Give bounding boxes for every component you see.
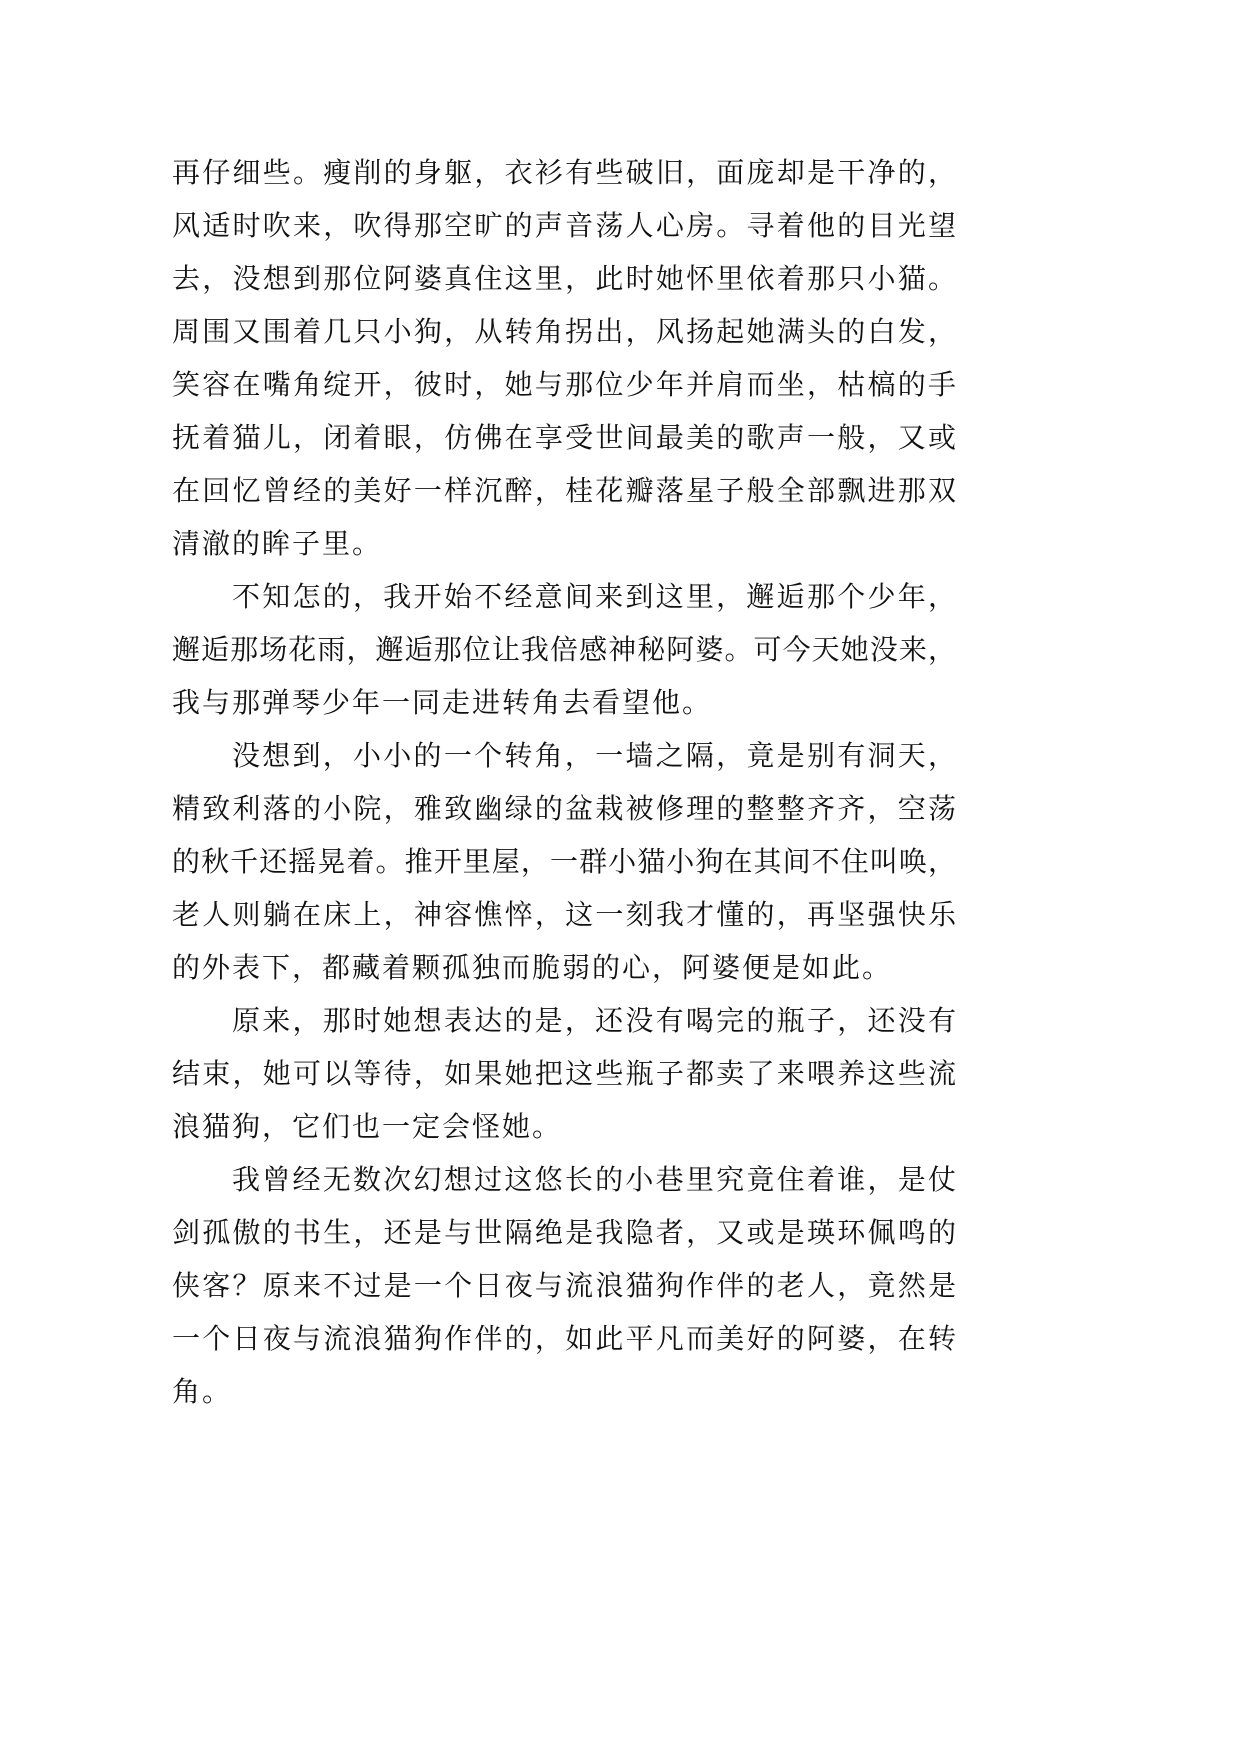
text-line: 侠客？原来不过是一个日夜与流浪猫狗作伴的老人，竟然是 — [172, 1269, 956, 1302]
text-line: 的外表下，都藏着颗孤独而脆弱的心，阿婆便是如此。 — [172, 951, 893, 984]
text-line: 角。 — [172, 1375, 233, 1408]
text-line: 一个日夜与流浪猫狗作伴的，如此平凡而美好的阿婆，在转 — [172, 1322, 956, 1355]
text-line: 抚着猫儿，闭着眼，仿佛在享受世间最美的歌声一般，又或 — [172, 421, 956, 454]
text-line: 不知怎的，我开始不经意间来到这里，邂逅那个少年， — [232, 580, 956, 613]
text-line: 清澈的眸子里。 — [172, 527, 383, 560]
text-line: 邂逅那场花雨，邂逅那位让我倍感神秘阿婆。可今天她没来， — [172, 633, 956, 666]
text-line: 的秋千还摇晃着。推开里屋，一群小猫小狗在其间不住叫唤， — [172, 845, 956, 878]
text-line: 没想到，小小的一个转角，一墙之隔，竟是别有洞天， — [232, 739, 956, 772]
paragraph — [172, 1153, 956, 1418]
document-body — [172, 146, 956, 1418]
text-line: 精致利落的小院，雅致幽绿的盆栽被修理的整整齐齐，空荡 — [172, 792, 956, 825]
text-line: 剑孤傲的书生，还是与世隔绝是我隐者，又或是瑛环佩鸣的 — [172, 1216, 956, 1249]
paragraph — [172, 729, 956, 994]
text-line: 浪猫狗，它们也一定会怪她。 — [172, 1110, 563, 1143]
text-line: 周围又围着几只小狗，从转角拐出，风扬起她满头的白发， — [172, 315, 956, 348]
text-line: 风适时吹来，吹得那空旷的声音荡人心房。寻着他的目光望 — [172, 209, 956, 242]
text-line: 我曾经无数次幻想过这悠长的小巷里究竟住着谁，是仗 — [232, 1163, 956, 1196]
paragraph — [172, 146, 956, 570]
text-line: 老人则躺在床上，神容憔悴，这一刻我才懂的，再坚强快乐 — [172, 898, 956, 931]
text-line: 原来，那时她想表达的是，还没有喝完的瓶子，还没有 — [232, 1004, 956, 1037]
text-line: 我与那弹琴少年一同走进转角去看望他。 — [172, 686, 713, 719]
paragraph — [172, 570, 956, 729]
paragraph — [172, 994, 956, 1153]
text-line: 再仔细些。瘦削的身躯，衣衫有些破旧，面庞却是干净的， — [172, 156, 956, 189]
text-line: 在回忆曾经的美好一样沉醉，桂花瓣落星子般全部飘进那双 — [172, 474, 956, 507]
text-line: 结束，她可以等待，如果她把这些瓶子都卖了来喂养这些流 — [172, 1057, 956, 1090]
text-line: 去，没想到那位阿婆真住这里，此时她怀里依着那只小猫。 — [172, 262, 956, 295]
text-line: 笑容在嘴角绽开，彼时，她与那位少年并肩而坐，枯槁的手 — [172, 368, 956, 401]
